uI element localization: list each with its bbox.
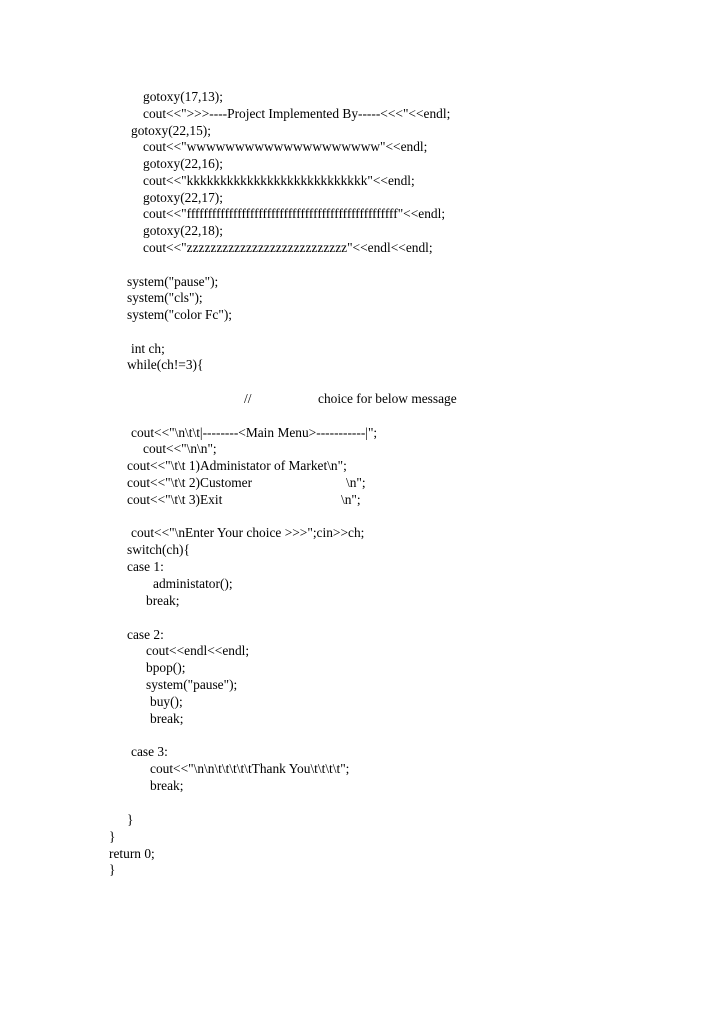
code-line: switch(ch){ xyxy=(127,542,190,557)
code-line: gotoxy(22,16); xyxy=(143,156,223,171)
code-line: } xyxy=(109,829,116,844)
code-line: case 3: xyxy=(131,744,168,759)
code-line: } xyxy=(127,812,134,827)
code-line: break; xyxy=(150,778,184,793)
code-line: cout<<"\nEnter Your choice >>>";cin>>ch; xyxy=(131,525,365,540)
code-line: cout<<"kkkkkkkkkkkkkkkkkkkkkkkkkkk"<<endl; xyxy=(143,173,415,188)
code-line: gotoxy(17,13); xyxy=(143,89,223,104)
code-line: cout<<endl<<endl; xyxy=(146,643,250,658)
code-line: cout<<"\n\n\t\t\t\t\tThank You\t\t\t\t"; xyxy=(150,761,350,776)
code-line: \n"; xyxy=(341,492,361,507)
code-line: system("pause"); xyxy=(146,677,238,692)
code-line: buy(); xyxy=(150,694,183,709)
code-line: system("pause"); xyxy=(127,274,219,289)
code-line: cout<<"\t\t 1)Administator of Market\n"; xyxy=(127,458,347,473)
code-line: } xyxy=(109,862,116,877)
code-line: int ch; xyxy=(131,341,165,356)
code-line: bpop(); xyxy=(146,660,186,675)
code-line: administator(); xyxy=(153,576,233,591)
code-line: gotoxy(22,18); xyxy=(143,223,223,238)
code-line: case 2: xyxy=(127,627,164,642)
code-line: system("color Fc"); xyxy=(127,307,233,322)
code-line: break; xyxy=(150,711,184,726)
code-line: cout<<"wwwwwwwwwwwwwwwwwwww"<<endl; xyxy=(143,139,428,154)
code-line: while(ch!=3){ xyxy=(127,357,204,372)
code-line: system("cls"); xyxy=(127,290,203,305)
code-line: break; xyxy=(146,593,180,608)
code-comment: choice for below message xyxy=(318,391,457,406)
code-line: gotoxy(22,17); xyxy=(143,190,223,205)
code-line: cout<<"\n\n"; xyxy=(143,441,217,456)
code-line: cout<<"zzzzzzzzzzzzzzzzzzzzzzzzzzz"<<endl<<endl; xyxy=(143,240,433,255)
code-comment: // xyxy=(244,391,252,406)
code-line: cout<<"\t\t 2)Customer xyxy=(127,475,253,490)
code-line: \n"; xyxy=(346,475,366,490)
code-line: cout<<"ffffffffffffffffffffffffffffffffffffffffffffffffff"<<endl; xyxy=(143,206,446,221)
code-line: cout<<"\n\t\t|--------<Main Menu>-----------|"; xyxy=(131,425,378,440)
code-line: cout<<">>>----Project Implemented By-----<<<"<<endl; xyxy=(143,106,451,121)
code-line: gotoxy(22,15); xyxy=(131,123,211,138)
code-line: return 0; xyxy=(109,846,155,861)
code-line: case 1: xyxy=(127,559,164,574)
code-line: cout<<"\t\t 3)Exit xyxy=(127,492,223,507)
